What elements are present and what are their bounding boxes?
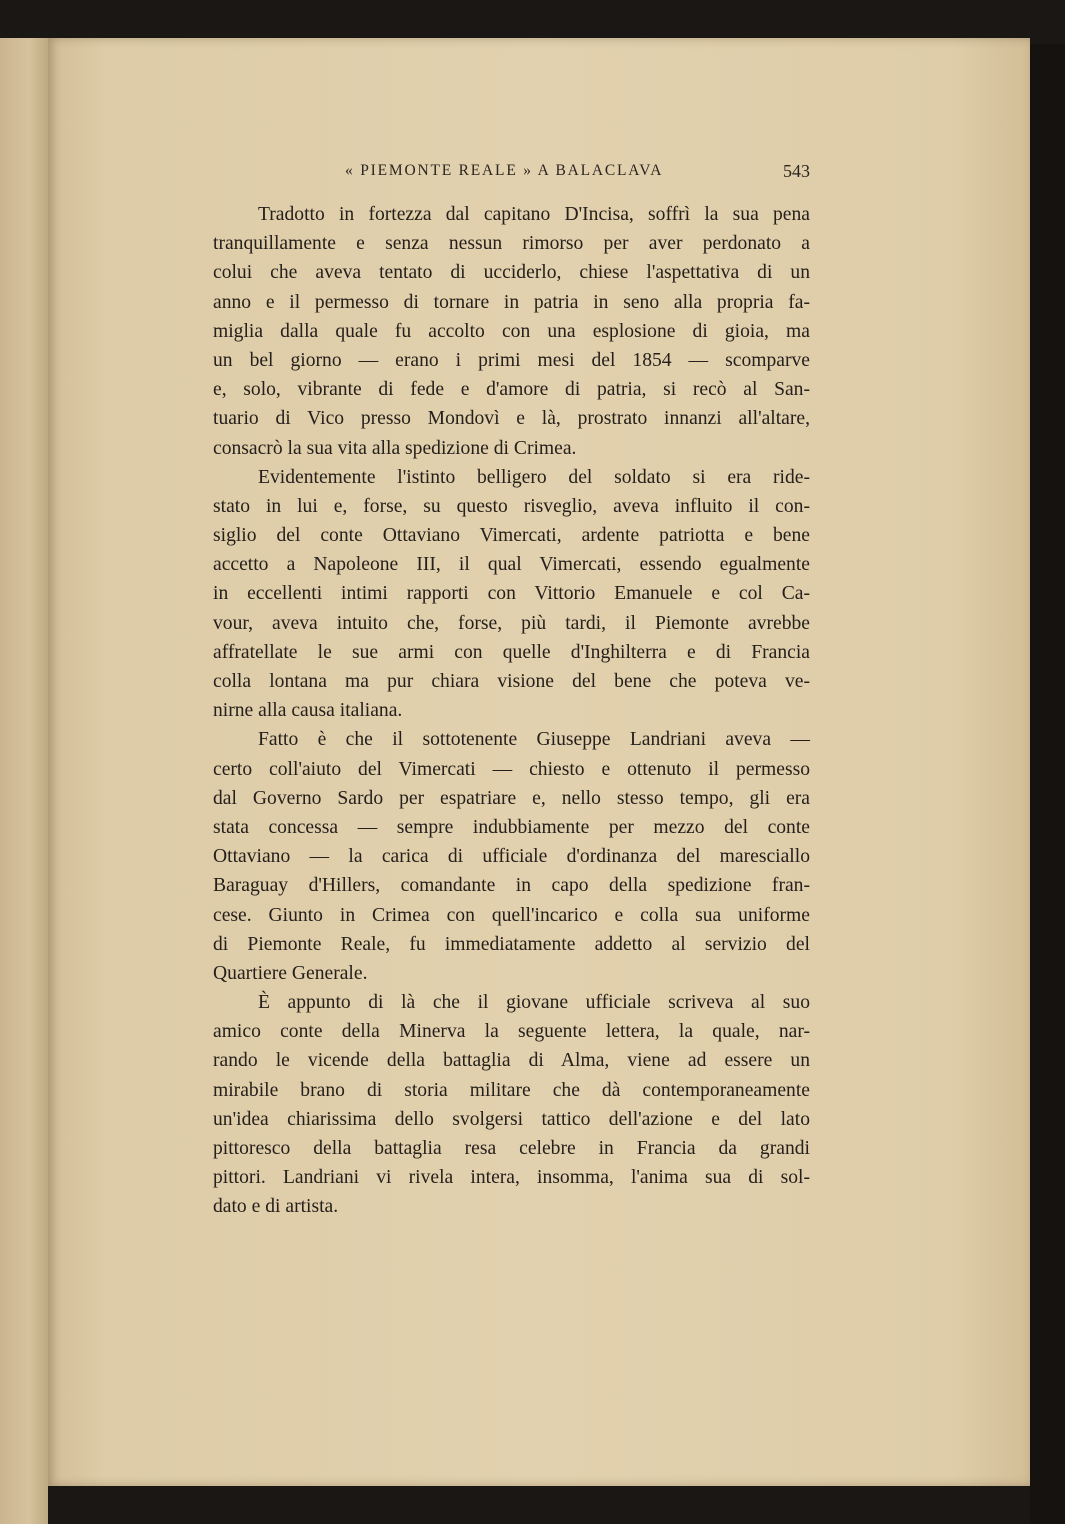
text-line: vour, aveva intuito che, forse, più tardi, il Piemonte avrebbe [213, 612, 810, 634]
text-line: colla lontana ma pur chiara visione del bene che poteva ve- [213, 671, 810, 692]
page-number: 543 [783, 161, 810, 181]
body-text [213, 200, 810, 1222]
text-line: tuario di Vico presso Mondovì e là, prostrato innanzi all'altare, [213, 408, 810, 430]
text-line: Tradotto in fortezza dal capitano D'Incisa, soffrì la sua pena [258, 204, 810, 225]
paragraph [213, 725, 810, 988]
scan-background [1030, 44, 1065, 1524]
text-line: mirabile brano di storia militare che dà contemporaneamente [213, 1079, 810, 1101]
text-line: Evidentemente l'istinto belligero del soldato si era ride- [258, 466, 810, 488]
text-line: e, solo, vibrante di fede e d'amore di patria, si recò al San- [213, 379, 810, 401]
text-line: tranquillamente e senza nessun rimorso per aver perdonato a [213, 233, 810, 255]
text-line: Baraguay d'Hillers, comandante in capo della spedizione fran- [213, 875, 810, 897]
text-line: stato in lui e, forse, su questo risveglio, aveva influito il con- [213, 495, 810, 517]
text-line: dato e di artista. [213, 1196, 339, 1218]
text-line: dal Governo Sardo per espatriare e, nello stesso tempo, gli era [213, 787, 810, 809]
page-header [345, 162, 810, 186]
facing-page-edge [0, 38, 48, 1524]
text-line: Fatto è che il sottotenente Giuseppe Landriani aveva — [258, 729, 810, 751]
text-line: amico conte della Minerva la seguente lettera, la quale, nar- [213, 1021, 810, 1043]
text-line: affratellate le sue armi con quelle d'Inghilterra e di Francia [213, 641, 810, 663]
text-line: pittoresco della battaglia resa celebre in Francia da grandi [213, 1138, 810, 1159]
text-line: rando le vicende della battaglia di Alma, viene ad essere un [213, 1050, 810, 1072]
text-line: anno e il permesso di tornare in patria in seno alla propria fa- [213, 291, 810, 313]
text-line: miglia dalla quale fu accolto con una esplosione di gioia, ma [213, 320, 810, 342]
text-line: un'idea chiarissima dello svolgersi tattico dell'azione e del lato [213, 1108, 810, 1130]
text-line: di Piemonte Reale, fu immediatamente addetto al servizio del [213, 933, 810, 955]
text-line: nirne alla causa italiana. [213, 700, 403, 722]
text-line: in eccellenti intimi rapporti con Vittorio Emanuele e col Ca- [213, 583, 810, 605]
text-line: Ottaviano — la carica di ufficiale d'ordinanza del maresciallo [213, 846, 810, 868]
paragraph [213, 463, 810, 726]
text-line: pittori. Landriani vi rivela intera, insomma, l'anima sua di sol- [213, 1167, 810, 1189]
running-head: « PIEMONTE REALE » A BALACLAVA [345, 162, 664, 179]
text-line: cese. Giunto in Crimea con quell'incarico e colla sua uniforme [213, 904, 810, 926]
paragraph [213, 988, 810, 1222]
text-line: accetto a Napoleone III, il qual Vimercati, essendo egualmente [213, 554, 810, 576]
text-line: un bel giorno — erano i primi mesi del 1854 — scomparve [213, 349, 810, 371]
text-line: colui che aveva tentato di ucciderlo, chiese l'aspettativa di un [213, 262, 810, 284]
text-line: stata concessa — sempre indubbiamente per mezzo del conte [213, 816, 810, 838]
text-line: Quartiere Generale. [213, 962, 368, 984]
text-line: certo coll'aiuto del Vimercati — chiesto e ottenuto il permesso [213, 758, 810, 780]
text-line: siglio del conte Ottaviano Vimercati, ardente patriotta e bene [213, 525, 810, 547]
paragraph [213, 200, 810, 463]
text-line: È appunto di là che il giovane ufficiale scriveva al suo [258, 992, 810, 1014]
text-line: consacrò la sua vita alla spedizione di Crimea. [213, 437, 577, 459]
